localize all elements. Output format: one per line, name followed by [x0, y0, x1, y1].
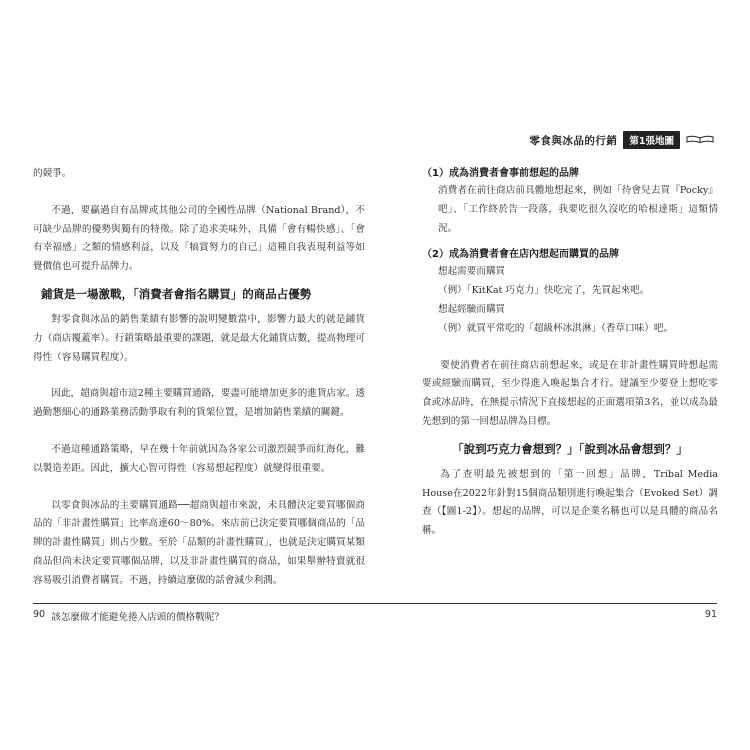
paragraph: 為了查明最先被想到的「第一回想」品牌，Tribal Media House在2022年針對15個商品類別進行喚起集合（Evoked Set）調查（【圖1-2】）。想起的品牌，可以是企業名稱也可以是具體的商品名稱。: [422, 468, 718, 537]
list-item: 想起經驗而購買: [438, 303, 506, 315]
running-title: 零食與冰品的行銷: [529, 134, 618, 147]
list-item: （例）就買平常吃的「超級杯冰淇淋」（香草口味）吧。: [438, 322, 674, 334]
page-number-left: 90: [33, 609, 46, 620]
paragraph: 以零食與冰品的主要購買通路──超商與超市來說，未具體決定要買哪個商品的「非計畫性購買」比率高達60～80%。來店前已決定要買哪個商品的「品牌的計畫性購買」則占少數。至於「品類的計畫性購買」，也就是決定購買某類商品但尚未決定要買哪個品牌，以及非計畫性購買的商品，如果舉辦特賣就很容易吸引消費者購買。不過，持續這麼做的話會減少利潤。: [33, 499, 365, 586]
subsection-heading: （1）成為消費者會事前想起的品牌: [422, 168, 579, 179]
running-head: [529, 131, 714, 149]
paragraph: 消費者在前往商店前具體地想起來，例如「待會兒去買『Pocky』吧」、「工作終於告一段落，我要吃很久沒吃的哈根達斯」這類情況。: [438, 185, 718, 234]
paragraph: 對零食與冰品的銷售業績有影響的說明變數當中，影響力最大的就是鋪貨力（商店覆蓋率）。行銷策略最重要的課題，就是最大化鋪貨店數，提高物理可得性（容易購買程度）。: [33, 313, 365, 363]
chapter-tab: 第1張地圖: [623, 131, 680, 149]
list-item: 想起需要而購買: [438, 266, 506, 278]
paragraph: 不過，要贏過自有品牌或其他公司的全國性品牌（National Brand），不可缺少品牌的優勢與獨有的特徵。除了追求美味外，具備「會有暢快感」、「會有幸福感」之類的情感利益，以及「犒賞努力的自己」這種自我表現利益等如覺價值也可提升品牌力。: [33, 204, 365, 273]
section-heading: 鋪貨是一場激戰，「消費者會指名購買」的商品占優勢: [41, 286, 312, 301]
list-item: （例）「KitKat 巧克力」快吃完了，先買起來吧。: [438, 285, 650, 297]
page-number-right: 91: [704, 609, 717, 620]
paragraph: 因此，超商與超市這2種主要購買通路，要盡可能增加更多的進貨店家。透過勤懇細心的通路業務活動爭取有利的貨架位置，是增加銷售業績的關鍵。: [33, 388, 365, 419]
footer-rule: [33, 603, 717, 604]
paragraph: 不過這種通路策略，早在幾十年前就因為各家公司激烈競爭而紅海化，難以製造差距。因此，擴大心智可得性（容易想起程度）就變得很重要。: [33, 443, 365, 474]
subsection-heading: （2）成為消費者會在店內想起而購買的品牌: [422, 249, 619, 261]
paragraph: 的競爭。: [33, 168, 72, 179]
left-page: [33, 165, 365, 627]
right-page: [422, 165, 718, 541]
paragraph: 該怎麼做才能避免捲入店頭的價格戰呢？: [51, 611, 224, 623]
open-book-icon: [686, 135, 714, 143]
paragraph: 要使消費者在前往商店前想起來，或是在非計畫性購買時想起需要或經驗而購買，至少得進入喚起集合才行。建議至少要登上想吃零食或冰品時，在無提示情況下直接想起的正面選項第3名，並以成為最先想到的第一回想品牌為目標。: [422, 359, 718, 427]
section-heading: 「說到巧克力會想到？」「說到冰品會想到？」: [452, 441, 688, 456]
